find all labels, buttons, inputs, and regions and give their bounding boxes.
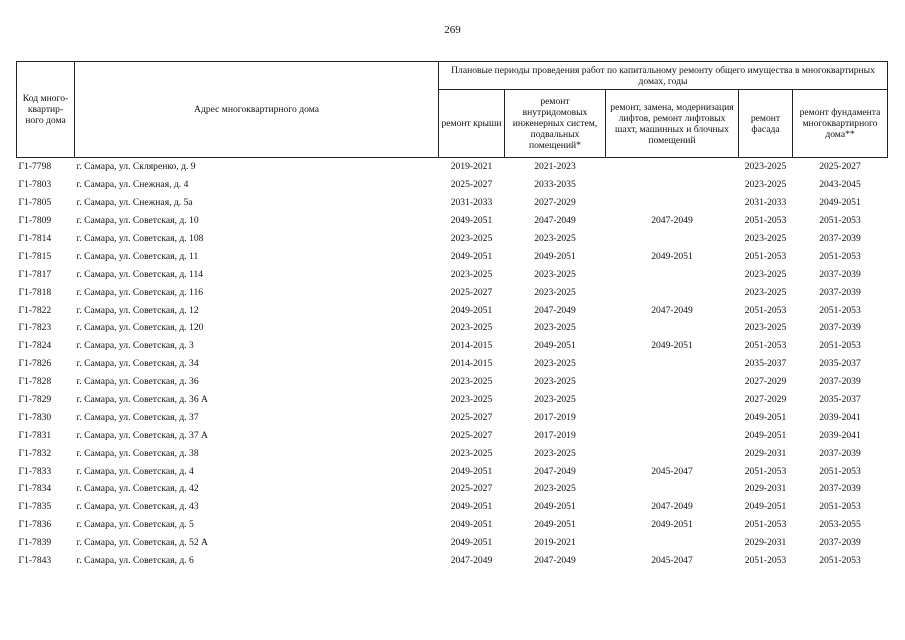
cell-lifts	[606, 176, 739, 194]
cell-roof: 2049-2051	[450, 501, 493, 513]
cell-foundation: 2051-2053	[819, 215, 861, 227]
cell-facade: 2027-2029	[744, 394, 787, 406]
cell-roof: 2023-2025	[450, 447, 493, 459]
cell-lifts	[606, 408, 739, 426]
header-address: Адрес многоквартирного дома	[75, 62, 439, 158]
cell-address: г. Самара, ул. Советская, д. 114	[76, 268, 204, 280]
table-body	[17, 158, 888, 570]
table-row	[17, 516, 888, 534]
cell-roof: 2023-2025	[450, 233, 493, 244]
cell-facade: 2051-2053	[744, 340, 787, 352]
cell-foundation: 2051-2053	[819, 465, 861, 477]
cell-lifts	[606, 373, 739, 391]
cell-code: Г1-7834	[18, 483, 52, 495]
cell-foundation: 2037-2039	[819, 483, 861, 495]
cell-foundation: 2037-2039	[819, 322, 861, 334]
cell-address: г. Самара, ул. Советская, д. 42	[76, 483, 199, 495]
cell-roof: 2025-2027	[450, 483, 493, 495]
cell-lifts: 2045-2047	[651, 465, 693, 477]
cell-systems: 2047-2049	[534, 555, 576, 567]
cell-foundation: 2051-2053	[819, 250, 861, 262]
cell-address: г. Самара, ул. Советская, д. 37 А	[76, 429, 208, 441]
table-row	[17, 158, 888, 176]
cell-facade: 2051-2053	[744, 304, 787, 316]
cell-roof: 2025-2027	[450, 286, 493, 298]
cell-lifts	[606, 480, 739, 498]
cell-code: Г1-7803	[18, 179, 52, 191]
table-row	[17, 408, 888, 426]
header-work-periods: Плановые периоды проведения работ по капитальному ремонту общего имущества в многоквартирных домах, годы	[439, 62, 888, 90]
cell-address: г. Самара, ул. Советская, д. 52 А	[76, 537, 208, 549]
header-systems: ремонт внутридомовых инженерных систем, подвальных помещений*	[505, 90, 606, 158]
cell-code: Г1-7839	[18, 537, 52, 549]
table-row	[17, 462, 888, 480]
cell-roof: 2023-2025	[450, 322, 493, 334]
cell-address: г. Самара, ул. Советская, д. 37	[76, 411, 199, 423]
cell-code: Г1-7836	[18, 519, 52, 531]
cell-lifts	[606, 194, 739, 212]
cell-facade: 2035-2037	[744, 358, 787, 370]
cell-code: Г1-7829	[18, 394, 52, 406]
cell-facade: 2027-2029	[744, 376, 787, 388]
cell-facade: 2023-2025	[744, 179, 787, 191]
cell-systems: 2049-2051	[534, 250, 576, 262]
cell-systems: 2027-2029	[534, 197, 576, 209]
cell-address: г. Самара, ул. Советская, д. 38	[76, 447, 199, 459]
table-row	[17, 319, 888, 337]
cell-code: Г1-7826	[18, 358, 52, 370]
cell-lifts	[606, 391, 739, 409]
cell-address: г. Самара, ул. Советская, д. 12	[76, 304, 199, 316]
cell-facade: 2051-2053	[744, 465, 787, 477]
cell-foundation: 2051-2053	[819, 304, 861, 316]
cell-code: Г1-7830	[18, 411, 52, 423]
cell-roof: 2023-2025	[450, 268, 493, 280]
cell-foundation: 2025-2027	[819, 161, 861, 173]
cell-systems: 2021-2023	[534, 161, 576, 173]
cell-code: Г1-7843	[18, 555, 52, 567]
cell-roof: 2023-2025	[450, 394, 493, 406]
cell-lifts	[606, 158, 739, 176]
table-row	[17, 552, 888, 570]
cell-code: Г1-7809	[18, 215, 52, 227]
cell-foundation: 2037-2039	[819, 286, 861, 298]
cell-facade: 2029-2031	[744, 483, 787, 495]
cell-systems: 2017-2019	[534, 429, 576, 441]
cell-foundation: 2051-2053	[819, 555, 861, 567]
cell-code: Г1-7828	[18, 376, 52, 388]
cell-facade: 2051-2053	[744, 555, 787, 567]
cell-lifts	[606, 230, 739, 248]
cell-systems: 2033-2035	[534, 179, 576, 191]
cell-roof: 2049-2051	[450, 519, 493, 531]
cell-address: г. Самара, ул. Советская, д. 10	[76, 215, 199, 227]
cell-systems: 2017-2019	[534, 411, 576, 423]
cell-roof: 2025-2027	[450, 429, 493, 441]
cell-address: г. Самара, ул. Советская, д. 3	[76, 340, 194, 352]
cell-facade: 2049-2051	[744, 429, 787, 441]
table-row	[17, 194, 888, 212]
cell-address: г. Самара, ул. Советская, д. 5	[76, 519, 194, 531]
cell-lifts	[606, 283, 739, 301]
cell-code: Г1-7833	[18, 465, 52, 477]
cell-facade: 2031-2033	[744, 197, 787, 209]
repair-schedule-table	[16, 61, 888, 569]
cell-address: г. Самара, ул. Советская, д. 36	[76, 376, 199, 388]
table-row	[17, 283, 888, 301]
cell-roof: 2031-2033	[450, 197, 493, 209]
cell-systems: 2019-2021	[534, 537, 576, 549]
table-row	[17, 534, 888, 552]
table-row	[17, 212, 888, 230]
cell-foundation: 2039-2041	[819, 429, 861, 441]
table-row	[17, 480, 888, 498]
cell-code: Г1-7818	[18, 286, 52, 298]
cell-systems: 2049-2051	[534, 501, 576, 513]
cell-systems: 2023-2025	[534, 322, 576, 334]
cell-systems: 2023-2025	[534, 268, 576, 280]
cell-systems: 2049-2051	[534, 340, 576, 352]
cell-systems: 2023-2025	[534, 358, 576, 370]
cell-code: Г1-7815	[18, 250, 52, 262]
header-lifts: ремонт, замена, модернизация лифтов, ремонт лифтовых шахт, машинных и блочных помещений	[606, 90, 739, 158]
cell-systems: 2047-2049	[534, 465, 576, 477]
cell-facade: 2051-2053	[744, 250, 787, 262]
cell-lifts	[606, 444, 739, 462]
cell-lifts	[606, 265, 739, 283]
cell-code: Г1-7835	[18, 501, 52, 513]
header-roof: ремонт крыши	[439, 90, 505, 158]
cell-systems: 2023-2025	[534, 447, 576, 459]
cell-systems: 2023-2025	[534, 286, 576, 298]
cell-code: Г1-7823	[18, 322, 52, 334]
cell-code: Г1-7824	[18, 340, 52, 352]
cell-roof: 2023-2025	[450, 376, 493, 388]
cell-address: г. Самара, ул. Скляренко, д. 9	[76, 161, 196, 173]
cell-roof: 2025-2027	[450, 411, 493, 423]
cell-code: Г1-7798	[18, 161, 52, 173]
cell-foundation: 2053-2055	[819, 519, 861, 531]
cell-foundation: 2051-2053	[819, 501, 861, 513]
cell-code: Г1-7822	[18, 304, 52, 316]
cell-code: Г1-7831	[18, 429, 52, 441]
cell-address: г. Самара, ул. Советская, д. 11	[76, 250, 199, 262]
cell-foundation: 2037-2039	[819, 447, 861, 459]
cell-lifts: 2049-2051	[651, 340, 693, 352]
cell-systems: 2049-2051	[534, 519, 576, 531]
header-row-top	[17, 62, 888, 90]
table-row	[17, 355, 888, 373]
cell-facade: 2029-2031	[744, 537, 787, 549]
cell-roof: 2049-2051	[450, 537, 493, 549]
cell-systems: 2023-2025	[534, 483, 576, 495]
cell-facade: 2023-2025	[744, 233, 787, 244]
header-code: Код много-квартир-ного дома	[17, 62, 75, 158]
cell-address: г. Самара, ул. Советская, д. 4	[76, 465, 194, 477]
cell-foundation: 2051-2053	[819, 340, 861, 352]
cell-facade: 2049-2051	[744, 501, 787, 513]
cell-roof: 2049-2051	[450, 250, 493, 262]
cell-foundation: 2049-2051	[819, 197, 861, 209]
table-row	[17, 426, 888, 444]
cell-code: Г1-7805	[18, 197, 52, 209]
cell-foundation: 2037-2039	[819, 537, 861, 549]
table-row	[17, 301, 888, 319]
cell-systems: 2047-2049	[534, 304, 576, 316]
cell-code: Г1-7817	[18, 268, 52, 280]
table-row	[17, 265, 888, 283]
cell-facade: 2049-2051	[744, 411, 787, 423]
cell-facade: 2023-2025	[744, 286, 787, 298]
cell-foundation: 2043-2045	[819, 179, 861, 191]
cell-address: г. Самара, ул. Советская, д. 34	[76, 358, 199, 370]
cell-facade: 2023-2025	[744, 161, 787, 173]
cell-systems: 2023-2025	[534, 394, 576, 406]
cell-address: г. Самара, ул. Советская, д. 6	[76, 555, 194, 567]
cell-address: г. Самара, ул. Советская, д. 120	[76, 322, 204, 334]
table-row	[17, 247, 888, 265]
table-row	[17, 444, 888, 462]
table-row	[17, 176, 888, 194]
cell-facade: 2023-2025	[744, 322, 787, 334]
cell-systems: 2023-2025	[534, 376, 576, 388]
cell-foundation: 2037-2039	[819, 268, 861, 280]
cell-foundation: 2039-2041	[819, 411, 861, 423]
cell-roof: 2019-2021	[450, 161, 493, 173]
cell-facade: 2051-2053	[744, 519, 787, 531]
cell-facade: 2023-2025	[744, 268, 787, 280]
cell-address: г. Самара, ул. Снежная, д. 4	[76, 179, 189, 191]
cell-lifts: 2047-2049	[651, 501, 693, 513]
cell-facade: 2029-2031	[744, 447, 787, 459]
cell-foundation: 2037-2039	[819, 233, 861, 244]
cell-address: г. Самара, ул. Советская, д. 116	[76, 286, 204, 298]
page-number: 269	[444, 24, 461, 36]
cell-address: г. Самара, ул. Советская, д. 43	[76, 501, 199, 513]
cell-lifts	[606, 319, 739, 337]
cell-lifts: 2049-2051	[651, 250, 693, 262]
cell-roof: 2049-2051	[450, 465, 493, 477]
cell-lifts: 2045-2047	[651, 555, 693, 567]
table-row	[17, 498, 888, 516]
cell-lifts	[606, 426, 739, 444]
cell-foundation: 2037-2039	[819, 376, 861, 388]
cell-foundation: 2035-2037	[819, 394, 861, 406]
cell-address: г. Самара, ул. Советская, д. 108	[76, 233, 204, 244]
cell-code: Г1-7832	[18, 447, 52, 459]
header-facade: ремонт фасада	[739, 90, 793, 158]
cell-lifts	[606, 355, 739, 373]
cell-lifts	[606, 534, 739, 552]
cell-roof: 2049-2051	[450, 304, 493, 316]
cell-lifts: 2049-2051	[651, 519, 693, 531]
table-row	[17, 391, 888, 409]
cell-roof: 2025-2027	[450, 179, 493, 191]
cell-roof: 2049-2051	[450, 215, 493, 227]
table-row	[17, 337, 888, 355]
cell-lifts: 2047-2049	[651, 304, 693, 316]
cell-systems: 2047-2049	[534, 215, 576, 227]
table-row	[17, 230, 888, 248]
cell-code: Г1-7814	[18, 233, 52, 244]
cell-address: г. Самара, ул. Снежная, д. 5а	[76, 197, 193, 209]
cell-address: г. Самара, ул. Советская, д. 36 А	[76, 394, 208, 406]
cell-roof: 2047-2049	[450, 555, 493, 567]
cell-roof: 2014-2015	[450, 340, 493, 352]
table-row	[17, 373, 888, 391]
cell-roof: 2014-2015	[450, 358, 493, 370]
cell-foundation: 2035-2037	[819, 358, 861, 370]
cell-systems: 2023-2025	[534, 233, 576, 244]
header-foundation: ремонт фундамента многоквартирного дома**	[793, 90, 888, 158]
cell-lifts: 2047-2049	[651, 215, 693, 227]
cell-facade: 2051-2053	[744, 215, 787, 227]
